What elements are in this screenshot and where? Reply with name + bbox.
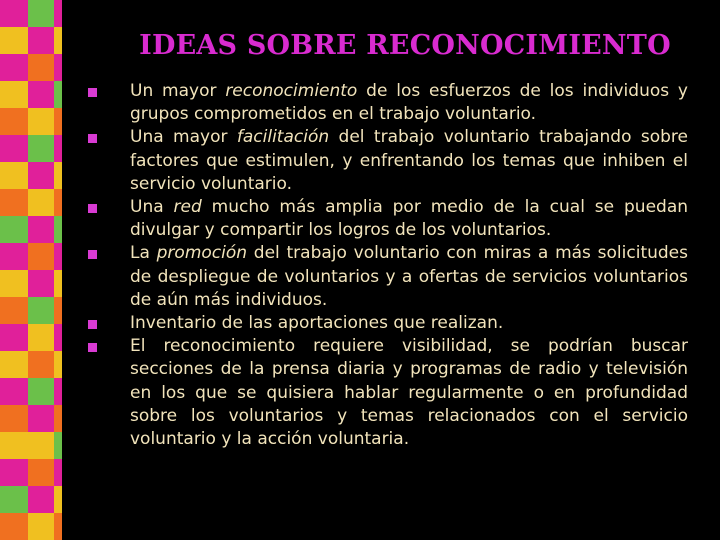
item-emphasis: reconocimiento [225, 81, 358, 101]
stripe-row [0, 0, 62, 27]
stripe-row [0, 351, 62, 378]
stripe-cell [28, 0, 54, 27]
stripe-cell [28, 27, 54, 54]
stripe-cell [28, 297, 54, 324]
stripe-cell [54, 351, 62, 378]
item-emphasis: red [173, 197, 202, 218]
stripe-row [0, 486, 62, 513]
stripe-row [0, 81, 62, 108]
stripe-cell [54, 81, 62, 108]
stripe-row [0, 135, 62, 162]
item-emphasis: promoción [156, 243, 248, 264]
stripe-cell [0, 189, 28, 216]
stripe-cell [0, 351, 28, 378]
square-bullet-icon [88, 343, 97, 352]
stripe-cell [54, 270, 62, 297]
item-text: de los esfuerzos de los individuos y grupos comprometidos en el trabajo voluntario. [130, 81, 688, 125]
stripe-cell [28, 459, 54, 486]
stripe-cell [54, 54, 62, 81]
stripe-cell [28, 486, 54, 513]
stripe-cell [0, 378, 28, 405]
stripe-cell [0, 135, 28, 162]
list-item [88, 126, 688, 196]
stripe-cell [54, 297, 62, 324]
stripe-cell [54, 0, 62, 27]
stripe-cell [54, 324, 62, 351]
item-text: mucho más amplia por medio de la cual se puedan divulgar y compartir los logros de los voluntarios. [130, 197, 689, 241]
square-bullet-icon [88, 88, 97, 97]
square-bullet-icon [88, 204, 97, 213]
stripe-cell [28, 81, 54, 108]
stripe-row [0, 378, 62, 405]
list-item [88, 312, 688, 335]
stripe-cell [0, 0, 28, 27]
stripe-cell [28, 378, 54, 405]
stripe-cell [54, 243, 62, 270]
stripe-cell [0, 54, 28, 81]
stripe-cell [54, 216, 62, 243]
stripe-cell [54, 513, 62, 540]
item-text: Un mayor [130, 81, 226, 101]
stripe-cell [0, 216, 28, 243]
stripe-row [0, 108, 62, 135]
slide-title: IDEAS SOBRE RECONOCIMIENTO [139, 30, 671, 61]
stripe-cell [0, 27, 28, 54]
item-text: Una mayor [130, 127, 237, 148]
stripe-row [0, 162, 62, 189]
stripe-cell [28, 54, 54, 81]
item-text: Inventario de las aportaciones que realizan. [130, 313, 504, 334]
stripe-cell [0, 297, 28, 324]
stripe-cell [54, 432, 62, 459]
item-text: Una [130, 197, 174, 218]
stripe-cell [54, 162, 62, 189]
stripe-row [0, 270, 62, 297]
stripe-row [0, 54, 62, 81]
stripe-cell [28, 432, 54, 459]
stripe-cell [0, 162, 28, 189]
stripe-row [0, 243, 62, 270]
list-item [88, 196, 688, 242]
stripe-cell [54, 459, 62, 486]
item-text: La [130, 243, 157, 264]
stripe-row [0, 297, 62, 324]
stripe-row [0, 27, 62, 54]
stripe-cell [28, 135, 54, 162]
list-item [88, 335, 688, 451]
list-item [88, 242, 688, 312]
stripe-cell [0, 81, 28, 108]
stripe-cell [54, 405, 62, 432]
stripe-row [0, 189, 62, 216]
stripe-cell [28, 216, 54, 243]
item-text: El reconocimiento requiere visibilidad, se podrían buscar secciones de la prensa diaria y programas de radio y televisión en los que se quisiera hablar regularmente o en profundidad sobre los voluntarios y temas relacionados con el servicio voluntario y la acción voluntaria. [130, 336, 688, 450]
stripe-cell [0, 432, 28, 459]
stripe-cell [54, 486, 62, 513]
stripe-row [0, 459, 62, 486]
stripe-cell [28, 405, 54, 432]
stripe-cell [28, 162, 54, 189]
stripe-row [0, 324, 62, 351]
stripe-cell [28, 108, 54, 135]
square-bullet-icon [88, 134, 97, 143]
stripe-row [0, 432, 62, 459]
stripe-cell [54, 189, 62, 216]
stripe-cell [0, 459, 28, 486]
stripe-cell [0, 513, 28, 540]
stripe-cell [0, 270, 28, 297]
item-emphasis: facilitación [236, 127, 330, 148]
stripe-row [0, 216, 62, 243]
stripe-cell [28, 270, 54, 297]
stripe-cell [28, 324, 54, 351]
bullet-list [88, 80, 688, 451]
square-bullet-icon [88, 320, 97, 329]
stripe-cell [0, 108, 28, 135]
decorative-color-stripe [0, 0, 62, 540]
stripe-cell [28, 243, 54, 270]
stripe-cell [0, 486, 28, 513]
stripe-row [0, 405, 62, 432]
square-bullet-icon [88, 250, 97, 259]
stripe-cell [0, 324, 28, 351]
stripe-cell [0, 243, 28, 270]
item-text: del trabajo voluntario con miras a más solicitudes de despliegue de voluntarios y a ofertas de servicios voluntarios de aún más individuos. [130, 243, 688, 310]
item-text: del trabajo voluntario trabajando sobre factores que estimulen, y enfrentando los temas que inhiben el servicio voluntario. [130, 127, 689, 194]
stripe-cell [54, 378, 62, 405]
stripe-cell [28, 351, 54, 378]
list-item [88, 80, 688, 126]
stripe-cell [0, 405, 28, 432]
stripe-cell [54, 27, 62, 54]
stripe-cell [28, 513, 54, 540]
stripe-row [0, 513, 62, 540]
stripe-cell [54, 135, 62, 162]
stripe-cell [28, 189, 54, 216]
stripe-cell [54, 108, 62, 135]
